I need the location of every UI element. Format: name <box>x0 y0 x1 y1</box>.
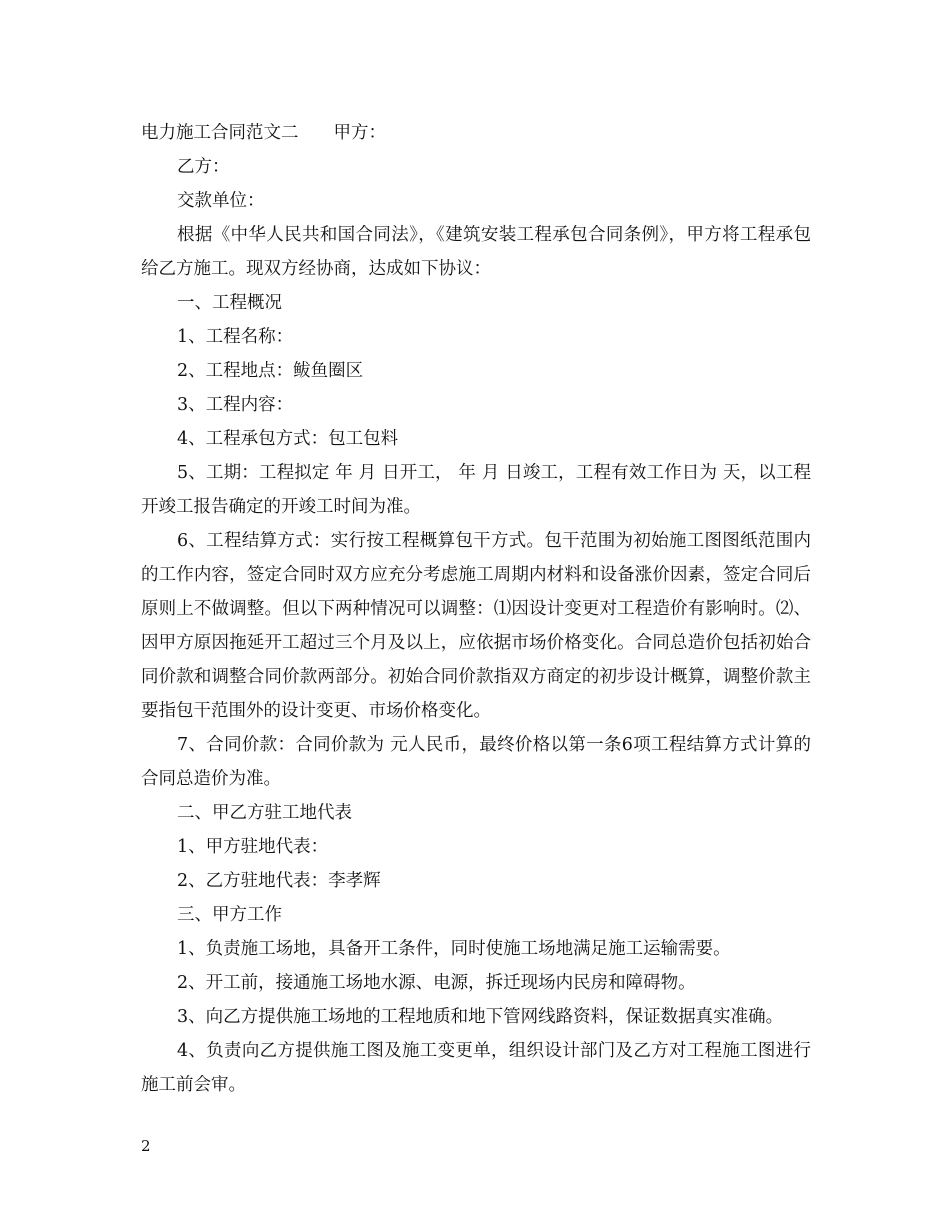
page-number: 2 <box>141 1137 151 1155</box>
clause-utilities: 2、开工前，接通施工场地水源、电源，拆迁现场内民房和障碍物。 <box>177 973 696 993</box>
clause-geology-data: 3、向乙方提供施工场地的工程地质和地下管网线路资料，保证数据真实准确。 <box>177 1007 784 1027</box>
clause-drawings-review: 4、负责向乙方提供施工图及施工变更单，组织设计部门及乙方对工程施工图进行施工前会审。 <box>141 1041 811 1095</box>
section-heading-party-a-work: 三、甲方工作 <box>177 905 282 925</box>
clause-contract-price: 7、合同价款：合同价款为 元人民币，最终价格以第一条6项工程结算方式计算的合同总造价为准。 <box>141 735 811 789</box>
clause-site-preparation: 1、负责施工场地，具备开工条件，同时使施工场地满足施工运输需要。 <box>177 939 731 959</box>
document-body <box>141 116 811 1102</box>
section-heading-overview: 一、工程概况 <box>177 293 282 313</box>
paragraph-preamble: 根据《中华人民共和国合同法》，《建筑安装工程承包合同条例》，甲方将工程承包给乙方施工。现双方经协商，达成如下协议： <box>141 225 811 279</box>
clause-schedule: 5、工期：工程拟定 年 月 日开工， 年 月 日竣工，工程有效工作日为 天，以工程开竣工报告确定的开竣工时间为准。 <box>141 463 811 517</box>
clause-project-content: 3、工程内容： <box>177 395 294 415</box>
paragraph-party-b: 乙方： <box>177 157 230 177</box>
clause-settlement: 6、工程结算方式：实行按工程概算包干方式。包干范围为初始施工图图纸范围内的工作内容，签定合同时双方应充分考虑施工周期内材料和设备涨价因素，签定合同后原则上不做调整。但以下两种情况可以调整：⑴因设计变更对工程造价有影响时。⑵、因甲方原因拖延开工超过三个月及以上，应依据市场价格变化。合同总造价包括初始合同价款和调整合同价款两部分。初始合同价款指双方商定的初步设计概算，调整价款主要指包干范围外的设计变更、市场价格变化。 <box>141 531 811 721</box>
clause-project-name: 1、工程名称： <box>177 327 294 347</box>
clause-party-a-representative: 1、甲方驻地代表： <box>177 837 329 857</box>
clause-party-b-representative: 2、乙方驻地代表：李孝辉 <box>177 871 381 891</box>
paragraph-payment-unit: 交款单位： <box>177 191 265 211</box>
clause-contract-method: 4、工程承包方式：包工包料 <box>177 429 399 449</box>
section-heading-representatives: 二、甲乙方驻工地代表 <box>177 803 352 823</box>
clause-project-location: 2、工程地点：鲅鱼圈区 <box>177 361 364 381</box>
paragraph-title-party-a: 电力施工合同范文二 甲方： <box>141 123 386 143</box>
